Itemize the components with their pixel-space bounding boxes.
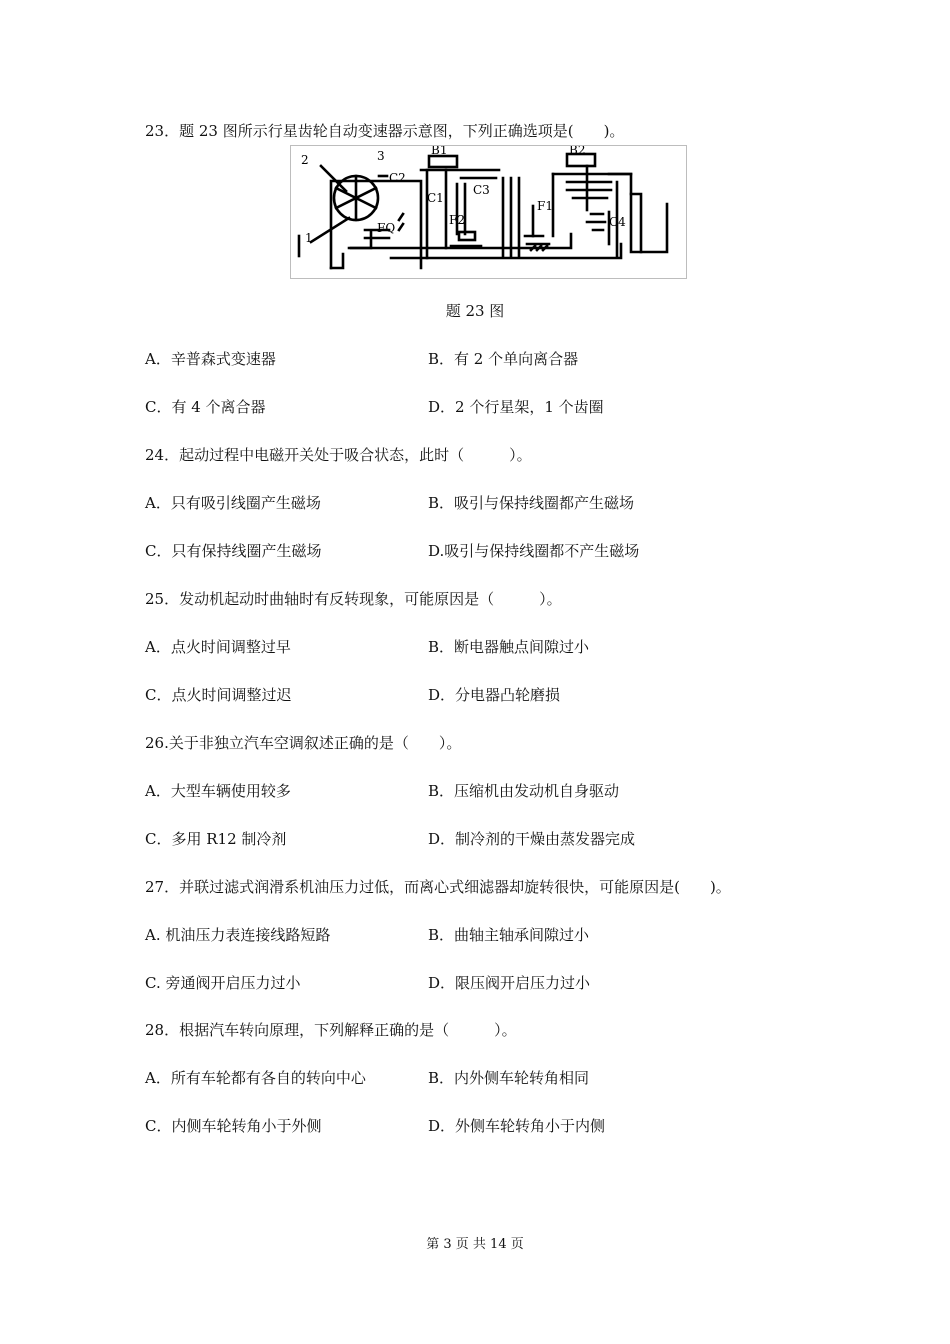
label-fq: FQ — [377, 221, 396, 235]
label-2: 2 — [301, 153, 309, 167]
label-b1: B1 — [431, 146, 448, 157]
q25-option-d: D．分电器凸轮磨损 — [428, 686, 561, 704]
q27-option-d: D．限压阀开启压力过小 — [428, 974, 591, 992]
planetary-gearbox-diagram — [290, 145, 687, 279]
label-f2: F2 — [449, 213, 465, 227]
label-c1: C1 — [427, 191, 444, 205]
q25-option-a: A．点火时间调整过早 — [145, 638, 291, 656]
q28-option-c: C．内侧车轮转角小于外侧 — [145, 1117, 322, 1135]
question-26-stem: 26.关于非独立汽车空调叙述正确的是（ ）。 — [145, 734, 462, 752]
q24-option-d: D.吸引与保持线圈都不产生磁场 — [428, 542, 640, 560]
label-c3: C3 — [473, 183, 490, 197]
q23-option-d: D．2 个行星架，1 个齿圈 — [428, 398, 604, 416]
q26-option-c: C．多用 R12 制冷剂 — [145, 830, 287, 848]
label-3: 3 — [377, 149, 385, 163]
q26-option-b: B．压缩机由发动机自身驱动 — [428, 782, 620, 800]
label-1: 1 — [305, 231, 313, 245]
question-23-stem: 23．题 23 图所示行星齿轮自动变速器示意图，下列正确选项是( )。 — [145, 122, 625, 140]
q25-option-c: C．点火时间调整过迟 — [145, 686, 292, 704]
q28-option-a: A．所有车轮都有各自的转向中心 — [145, 1069, 366, 1087]
figure-caption: 题 23 图 — [445, 302, 505, 320]
question-28-stem: 28．根据汽车转向原理，下列解释正确的是（ ）。 — [145, 1021, 517, 1039]
q27-option-a: A. 机油压力表连接线路短路 — [145, 926, 331, 944]
q26-option-d: D．制冷剂的干燥由蒸发器完成 — [428, 830, 636, 848]
question-25-stem: 25．发动机起动时曲轴时有反转现象，可能原因是（ ）。 — [145, 590, 562, 608]
q28-option-b: B．内外侧车轮转角相同 — [428, 1069, 590, 1087]
q23-option-c: C．有 4 个离合器 — [145, 398, 266, 416]
question-24-stem: 24．起动过程中电磁开关处于吸合状态，此时（ ）。 — [145, 446, 532, 464]
label-f1: F1 — [537, 199, 553, 213]
page-number-footer: 第 3 页 共 14 页 — [426, 1237, 524, 1252]
gearbox-schematic — [291, 146, 686, 278]
q24-option-b: B．吸引与保持线圈都产生磁场 — [428, 494, 635, 512]
q24-option-a: A．只有吸引线圈产生磁场 — [145, 494, 321, 512]
label-c2: C2 — [389, 171, 406, 185]
q24-option-c: C．只有保持线圈产生磁场 — [145, 542, 322, 560]
q27-option-c: C. 旁通阀开启压力过小 — [145, 974, 301, 992]
q28-option-d: D．外侧车轮转角小于内侧 — [428, 1117, 606, 1135]
q23-option-b: B．有 2 个单向离合器 — [428, 350, 579, 368]
question-27-stem: 27．并联过滤式润滑系机油压力过低，而离心式细滤器却旋转很快，可能原因是( )。 — [145, 878, 731, 896]
q26-option-a: A．大型车辆使用较多 — [145, 782, 291, 800]
q23-option-a: A．辛普森式变速器 — [145, 350, 276, 368]
label-b2: B2 — [569, 146, 586, 157]
q27-option-b: B．曲轴主轴承间隙过小 — [428, 926, 590, 944]
q25-option-b: B．断电器触点间隙过小 — [428, 638, 590, 656]
label-c4: C4 — [609, 215, 626, 229]
